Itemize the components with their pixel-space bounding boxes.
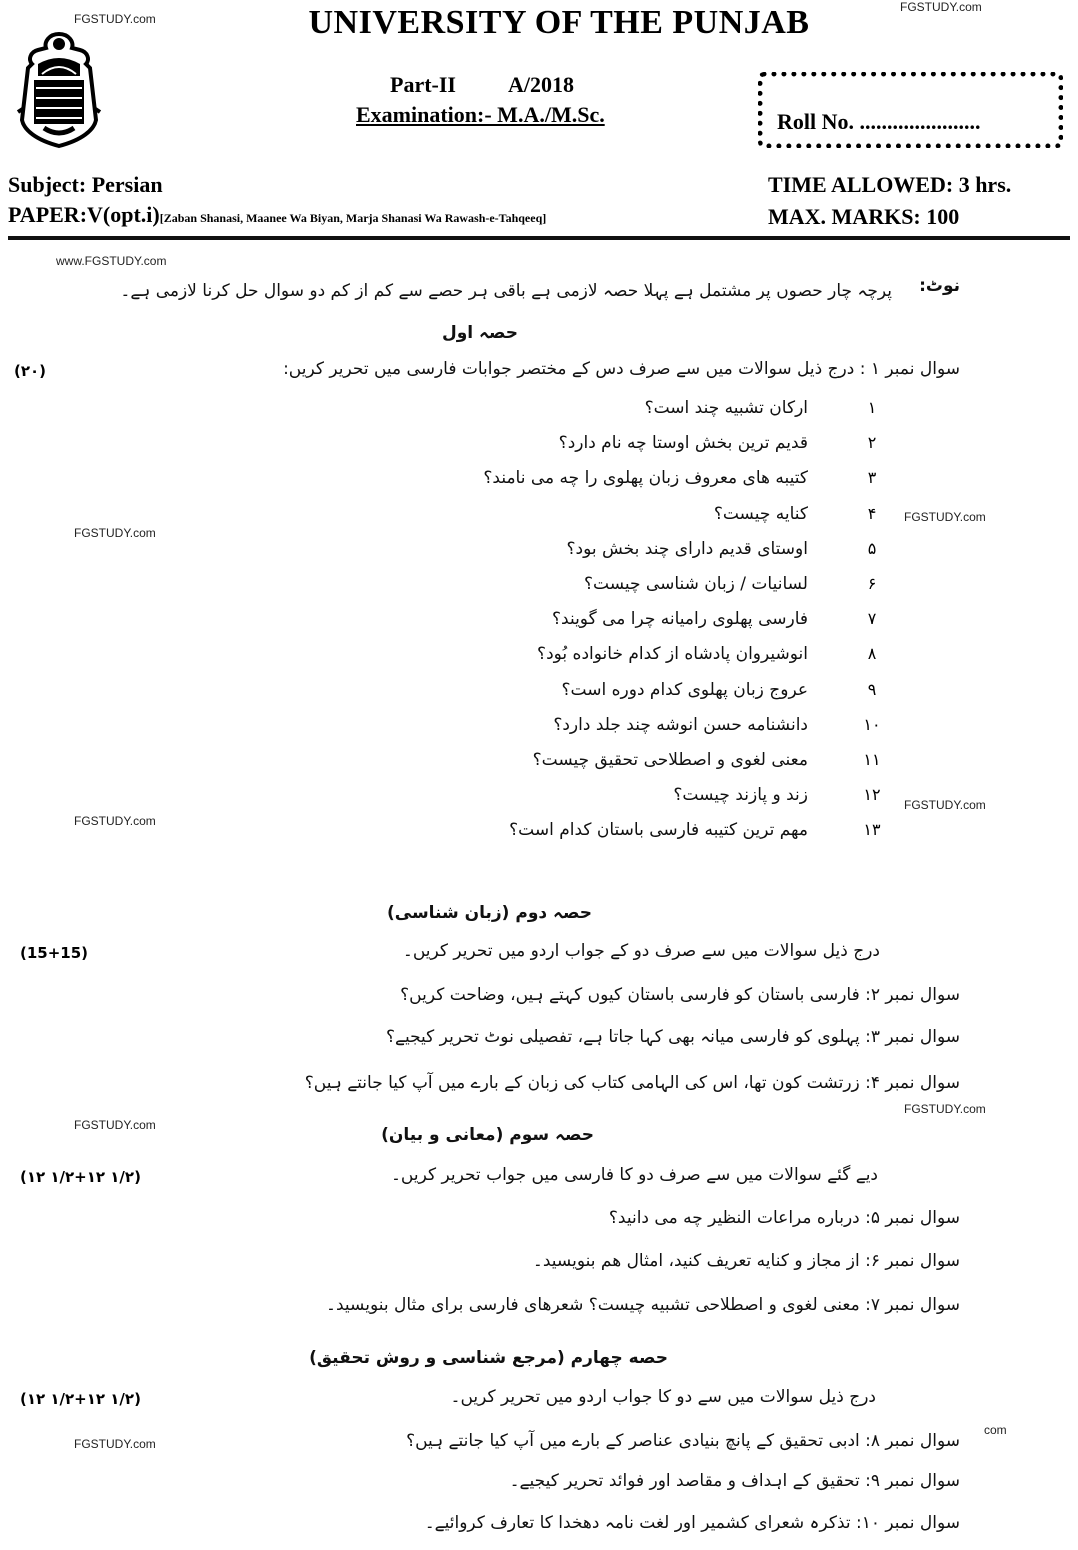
question-number: ۷ bbox=[867, 609, 877, 629]
roll-number-field[interactable]: Roll No. ...................... bbox=[777, 109, 981, 134]
short-question: لسانیات / زبان شناسی چیست؟ bbox=[583, 574, 808, 594]
question-number: ۴ bbox=[867, 503, 877, 523]
question-number: ۱۰ bbox=[863, 714, 881, 734]
paper-title: [Zaban Shanasi, Maanee Wa Biyan, Marja Shanasi Wa Rawash-e-Tahqeeq] bbox=[159, 211, 547, 225]
short-question: انوشیروان پادشاه از کدام خانواده بُود؟ bbox=[537, 644, 808, 665]
university-title: UNIVERSITY OF THE PUNJAB bbox=[308, 4, 810, 41]
question-9: سوال نمبر ۹: تحقیق کے اہداف و مقاصد اور فوائد تحریر کیجیے۔ bbox=[509, 1471, 960, 1491]
question-number: ۵ bbox=[867, 538, 877, 558]
examination-label: Examination:- M.A./M.Sc. bbox=[356, 102, 605, 127]
question-number: ۱۱ bbox=[863, 750, 881, 769]
short-question: کتیبه های معروف زبان پهلوی را چه می نامند؟ bbox=[483, 468, 808, 489]
short-question: مهم ترین کتیبه فارسی باستان کدام است؟ bbox=[509, 820, 808, 841]
question-10: سوال نمبر ۱۰: تذکرہ شعرای کشمیر اور لغت نامہ دھخدا کا تعارف کروائیے۔ bbox=[424, 1513, 960, 1533]
session-label: A/2018 bbox=[508, 72, 574, 97]
section3-marks: (۱۲ ۱/۲+۱۲ ۱/۲) bbox=[20, 1168, 141, 1186]
subject-label: Subject: Persian bbox=[8, 172, 163, 197]
question-8: سوال نمبر ۸: ادبی تحقیق کے پانچ بنیادی عناصر کے بارے میں آپ کیا جانتے ہیں؟ bbox=[406, 1431, 960, 1451]
short-question: اوستای قدیم دارای چند بخش بود؟ bbox=[566, 538, 808, 559]
short-question: معنی لغوی و اصطلاحی تحقیق چیست؟ bbox=[532, 750, 808, 770]
part-label: Part-II bbox=[390, 72, 456, 97]
watermark: FGSTUDY.com bbox=[74, 12, 156, 26]
short-question: عروج زبان پهلوی کدام دوره است؟ bbox=[561, 679, 808, 700]
section2-instruction: درج ذیل سوالات میں سے صرف دو کے جواب اردو میں تحریر کریں۔ bbox=[402, 941, 880, 961]
university-crest-logo bbox=[14, 30, 104, 150]
roll-number-box[interactable] bbox=[758, 72, 1063, 148]
watermark: FGSTUDY.com bbox=[904, 510, 986, 524]
max-marks: MAX. MARKS: 100 bbox=[768, 204, 960, 229]
question-number: ۱۳ bbox=[863, 820, 881, 840]
watermark: com bbox=[984, 1423, 1007, 1437]
section3-heading: حصہ سوم (معانی و بیان) bbox=[381, 1125, 594, 1145]
short-question: ارکان تشبیه چند است؟ bbox=[644, 398, 808, 418]
section4-marks: (۱۲ ۱/۲+۱۲ ۱/۲) bbox=[20, 1390, 141, 1408]
question-number: ۹ bbox=[867, 679, 877, 699]
watermark: FGSTUDY.com bbox=[74, 1437, 156, 1451]
question-6: سوال نمبر ۶: از مجاز و کنایه تعریف کنید، امثال هم بنویسید۔ bbox=[532, 1251, 960, 1271]
section2-heading: حصہ دوم (زبان شناسی) bbox=[386, 903, 592, 923]
note-text: پرچہ چار حصوں پر مشتمل ہے پہلا حصہ لازمی ہے باقی ہر حصے سے کم از کم دو سوال حل کرنا لازمی ہے۔ bbox=[120, 281, 892, 301]
question-2: سوال نمبر ۲: فارسی باستان کو فارسی باستان کیوں کہتے ہیں، وضاحت کریں؟ bbox=[400, 985, 960, 1005]
watermark: FGSTUDY.com bbox=[904, 798, 986, 812]
short-question: قدیم ترین بخش اوستا چه نام دارد؟ bbox=[558, 433, 808, 454]
question-3: سوال نمبر ۳: پہلوی کو فارسی میانہ بھی کہا جاتا ہے، تفصیلی نوٹ تحریر کیجیے؟ bbox=[385, 1027, 960, 1047]
section1-heading: حصہ اول bbox=[441, 323, 518, 343]
watermark: FGSTUDY.com bbox=[74, 526, 156, 540]
section1-marks: (۲۰) bbox=[14, 362, 47, 380]
section2-marks: (15+15) bbox=[20, 944, 89, 962]
paper-code: PAPER:V(opt.i) bbox=[8, 202, 160, 227]
short-question: فارسی پهلوی رامیانه چرا می گویند؟ bbox=[552, 609, 808, 630]
short-question: زند و پازند چیست؟ bbox=[673, 785, 808, 806]
question-4: سوال نمبر ۴: زرتشت کون تھا، اس کی الہامی کتاب کی زبان کے بارے میں آپ کیا جانتے ہیں؟ bbox=[304, 1073, 960, 1093]
question-number: ۲ bbox=[867, 433, 877, 453]
question-number: ۸ bbox=[867, 644, 877, 664]
watermark: FGSTUDY.com bbox=[74, 1118, 156, 1132]
watermark: FGSTUDY.com bbox=[904, 1102, 986, 1116]
header-divider bbox=[8, 236, 1070, 240]
section4-instruction: درج ذیل سوالات میں سے دو کا جواب اردو میں تحریر کریں۔ bbox=[450, 1387, 876, 1407]
note-label: نوٹ: bbox=[919, 276, 960, 296]
watermark: FGSTUDY.com bbox=[74, 814, 156, 828]
watermark-www: www.FGSTUDY.com bbox=[56, 254, 167, 268]
question-number: ۶ bbox=[867, 574, 877, 593]
question-7: سوال نمبر ۷: معنی لغوی و اصطلاحی تشبیه چیست؟ شعرهای فارسی برای مثال بنویسید۔ bbox=[326, 1295, 960, 1315]
question-number: ۱۲ bbox=[863, 785, 881, 805]
section4-heading: حصه چهارم (مرجع شناسی و روش تحقیق) bbox=[309, 1348, 668, 1368]
short-question: دانشنامه حسن انوشه چند جلد دارد؟ bbox=[553, 714, 808, 735]
question-5: سوال نمبر ۵: درباره مراعات النظیر چه می دانید؟ bbox=[608, 1208, 960, 1228]
question-number: ۳ bbox=[867, 468, 877, 488]
section1-instruction: سوال نمبر ۱ : درج ذیل سوالات میں سے صرف دس کے مختصر جوابات فارسی میں تحریر کریں: bbox=[283, 359, 960, 379]
question-number: ۱ bbox=[867, 398, 877, 417]
paper-line bbox=[8, 202, 546, 228]
watermark: FGSTUDY.com bbox=[900, 0, 982, 14]
short-question: کنایه چیست؟ bbox=[713, 503, 808, 524]
section3-instruction: دیے گئے سوالات میں سے صرف دو کا فارسی میں جواب تحریر کریں۔ bbox=[390, 1165, 878, 1185]
time-allowed: TIME ALLOWED: 3 hrs. bbox=[768, 172, 1012, 197]
